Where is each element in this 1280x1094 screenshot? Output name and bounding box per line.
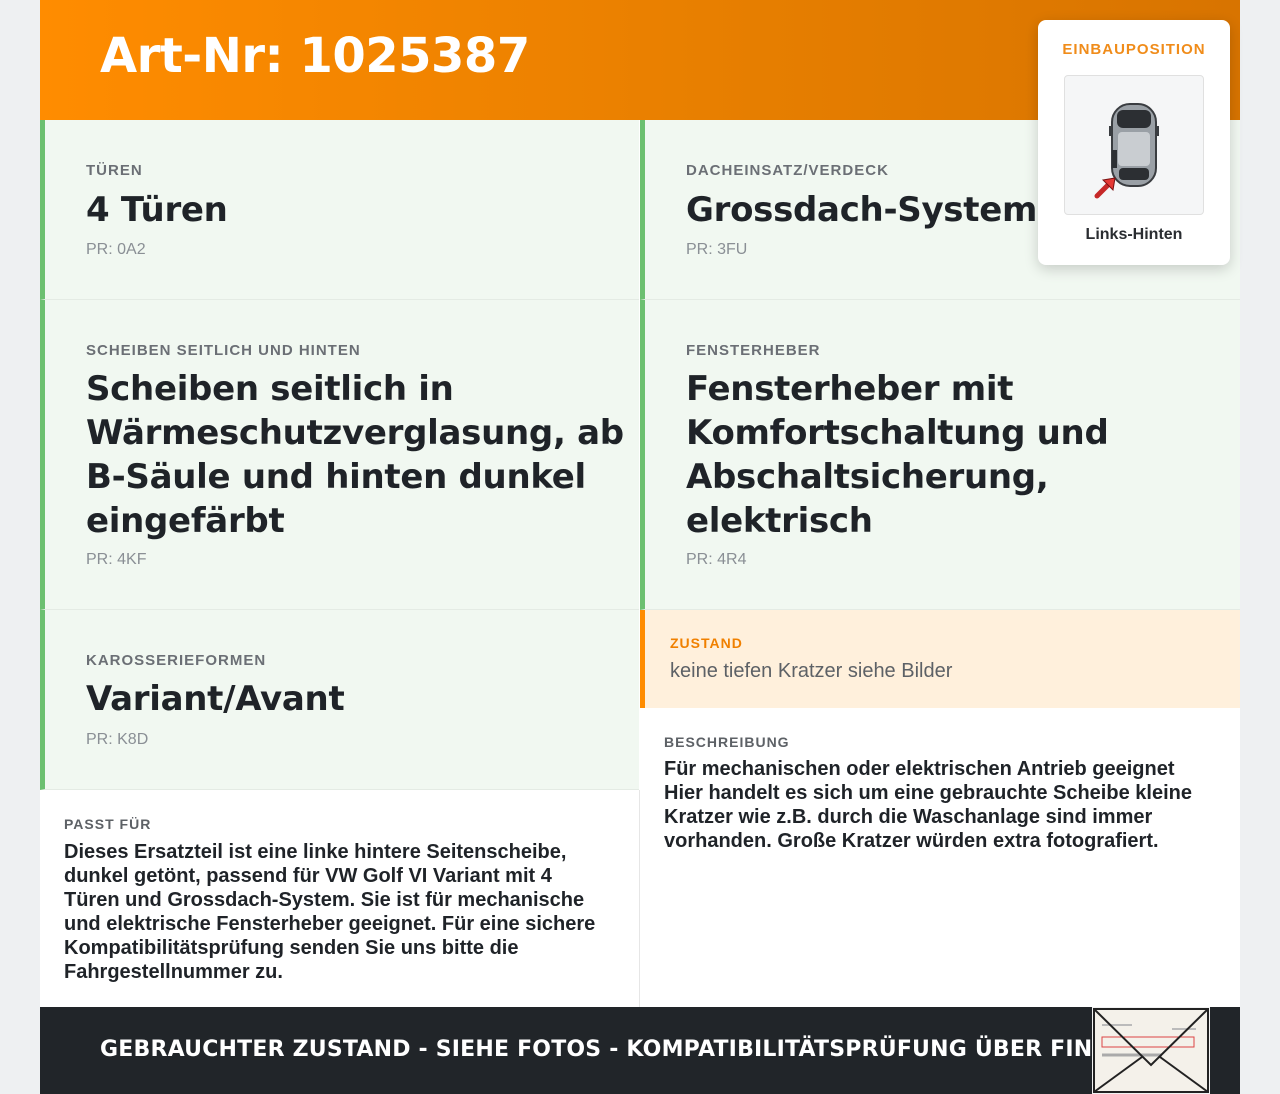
spec-label: TÜREN (86, 162, 143, 179)
spec-value: 4 Türen (86, 190, 228, 230)
spec-value: Scheiben seitlich in Wärmeschutzverglasung, ab B-Säule und hinten dunkel eingefärbt (86, 369, 624, 541)
footer-bar (40, 1007, 1240, 1094)
description-label: BESCHREIBUNG (664, 734, 790, 750)
spec-pr-code: PR: K8D (86, 731, 149, 748)
envelope-thumbnail[interactable] (1092, 1007, 1210, 1094)
popup-title: EINBAUPOSITION (1062, 41, 1206, 58)
spec-cell-tueren (40, 120, 639, 300)
spec-value: Fensterheber mit Komfortschaltung und Abschaltsicherung, elektrisch (686, 369, 1109, 541)
car-topview-icon (1065, 76, 1203, 214)
mounting-position-popup (1038, 20, 1230, 265)
car-position-image[interactable] (1064, 75, 1204, 215)
spec-cell-karosserieformen (40, 610, 639, 790)
spec-value: Grossdach-System (686, 190, 1038, 230)
footer-notice: GEBRAUCHTER ZUSTAND - SIEHE FOTOS - KOMPATIBILITÄTSPRÜFUNG ÜBER FIN (100, 1037, 1093, 1062)
spec-pr-code: PR: 0A2 (86, 241, 146, 258)
spec-pr-code: PR: 4R4 (686, 551, 747, 568)
fits-text: Dieses Ersatzteil ist eine linke hintere Seitenscheibe, dunkel getönt, passend für VW Golf VI Variant mit 4 Türen und Grossdach-System. Sie ist für mechanische und elektrische Fensterheber geeignet. Für eine sichere Kompatibilitätsprüfung senden Sie uns bitte die Fahrgestellnummer zu. (64, 841, 596, 983)
spec-label: FENSTERHEBER (686, 342, 821, 359)
spec-label: DACHEINSATZ/VERDECK (686, 162, 889, 179)
spec-pr-code: PR: 3FU (686, 241, 748, 258)
spec-cell-fensterheber (640, 300, 1240, 610)
condition-box (640, 610, 1240, 708)
spec-label: SCHEIBEN SEITLICH UND HINTEN (86, 342, 361, 359)
article-number: Art-Nr: 1025387 (100, 28, 530, 84)
condition-label: ZUSTAND (670, 635, 743, 651)
spec-label: KAROSSERIEFORMEN (86, 652, 267, 669)
description-section (640, 708, 1240, 1007)
spec-cell-scheiben (40, 300, 639, 610)
condition-text: keine tiefen Kratzer siehe Bilder (670, 660, 953, 682)
position-label: Links-Hinten (1085, 226, 1183, 243)
envelope-icon (1092, 1007, 1210, 1094)
fits-label: PASST FÜR (64, 816, 152, 832)
spec-pr-code: PR: 4KF (86, 551, 147, 568)
fits-section (40, 790, 639, 1007)
spec-value: Variant/Avant (86, 679, 345, 719)
description-text: Für mechanischen oder elektrischen Antrieb geeignet Hier handelt es sich um eine gebrauchte Scheibe kleine Kratzer wie z.B. durch die Waschanlage sind immer vorhanden. Große Kratzer würden extra fotografiert. (664, 758, 1192, 852)
